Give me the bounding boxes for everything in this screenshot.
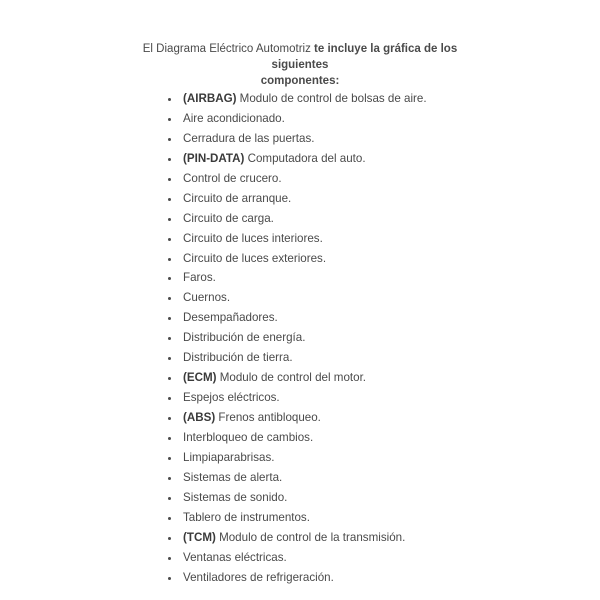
list-item [167, 548, 427, 568]
component-text: Modulo de control del motor. [216, 371, 367, 385]
intro-plain-text: El Diagrama Eléctrico Automotriz [142, 43, 311, 55]
list-item [167, 249, 427, 269]
component-text: Sistemas de alerta. [183, 470, 283, 484]
bullet-icon [168, 337, 171, 340]
list-item [167, 109, 427, 129]
list-item [167, 149, 427, 169]
list-item [167, 428, 427, 448]
component-text: Circuito de arranque. [183, 191, 292, 205]
components-list [167, 89, 427, 587]
bullet-icon [168, 457, 171, 460]
list-item [167, 189, 427, 209]
list-item [167, 448, 427, 468]
component-text: Frenos antibloqueo. [215, 411, 321, 424]
component-text: Tablero de instrumentos. [183, 510, 310, 524]
bullet-icon [168, 118, 171, 121]
bullet-icon [168, 477, 171, 480]
component-text: Ventanas eléctricas. [183, 550, 287, 564]
component-text: Computadora del auto. [244, 151, 366, 165]
component-text: Circuito de luces exteriores. [183, 251, 327, 265]
bullet-icon [168, 198, 171, 201]
list-item [167, 348, 427, 368]
bullet-icon [168, 497, 171, 500]
list-item [167, 368, 427, 388]
component-text: Distribución de energía. [183, 331, 306, 345]
component-text: Desempañadores. [183, 311, 278, 325]
intro-paragraph [120, 41, 480, 89]
bullet-icon [168, 317, 171, 320]
component-text: Modulo de control de bolsas de aire. [236, 92, 427, 105]
list-item [167, 288, 427, 308]
component-text: Cerradura de las puertas. [183, 131, 315, 145]
intro-bold-text-line2: componentes: [260, 75, 340, 87]
bullet-icon [168, 277, 171, 280]
list-item [167, 229, 427, 249]
component-text: Distribución de tierra. [183, 351, 293, 365]
bullet-icon [168, 377, 171, 380]
bullet-icon [168, 178, 171, 181]
list-item [167, 568, 427, 588]
list-item [167, 169, 427, 189]
list-item [167, 488, 427, 508]
component-text: Circuito de luces interiores. [183, 231, 323, 245]
component-text: Espejos eléctricos. [183, 391, 280, 405]
list-item [167, 129, 427, 149]
list-item [167, 89, 427, 109]
bullet-icon [168, 417, 171, 420]
component-text: Circuito de carga. [183, 211, 274, 225]
component-code: (AIRBAG) [183, 92, 237, 105]
component-text: Ventiladores de refrigeración. [183, 570, 334, 584]
component-text: Control de crucero. [183, 171, 282, 185]
list-item [167, 528, 427, 548]
list-item [167, 508, 427, 528]
component-text: Cuernos. [183, 291, 231, 305]
bullet-icon [168, 537, 171, 540]
intro-bold-text: te incluye la gráfica de los siguientes [271, 43, 458, 71]
component-code: (ECM) [183, 371, 217, 385]
list-item [167, 388, 427, 408]
component-code: (PIN-DATA) [183, 151, 245, 165]
component-code: (TCM) [183, 530, 216, 544]
bullet-icon [168, 258, 171, 261]
component-text: Modulo de control de la transmisión. [215, 530, 406, 544]
list-item [167, 308, 427, 328]
bullet-icon [168, 357, 171, 360]
bullet-icon [168, 158, 171, 161]
list-item [167, 268, 427, 288]
bullet-icon [168, 218, 171, 221]
component-text: Limpiaparabrisas. [183, 450, 275, 464]
bullet-icon [168, 138, 171, 141]
bullet-icon [168, 297, 171, 300]
list-item [167, 328, 427, 348]
bullet-icon [168, 437, 171, 440]
component-text: Faros. [183, 271, 216, 285]
bullet-icon [168, 517, 171, 520]
bullet-icon [168, 557, 171, 560]
list-item [167, 468, 427, 488]
component-text: Interbloqueo de cambios. [183, 430, 314, 444]
component-code: (ABS) [183, 411, 216, 424]
list-item [167, 209, 427, 229]
bullet-icon [168, 98, 171, 101]
component-text: Aire acondicionado. [183, 111, 285, 125]
bullet-icon [168, 577, 171, 580]
list-item [167, 408, 427, 428]
bullet-icon [168, 397, 171, 400]
bullet-icon [168, 238, 171, 241]
component-text: Sistemas de sonido. [183, 490, 288, 504]
